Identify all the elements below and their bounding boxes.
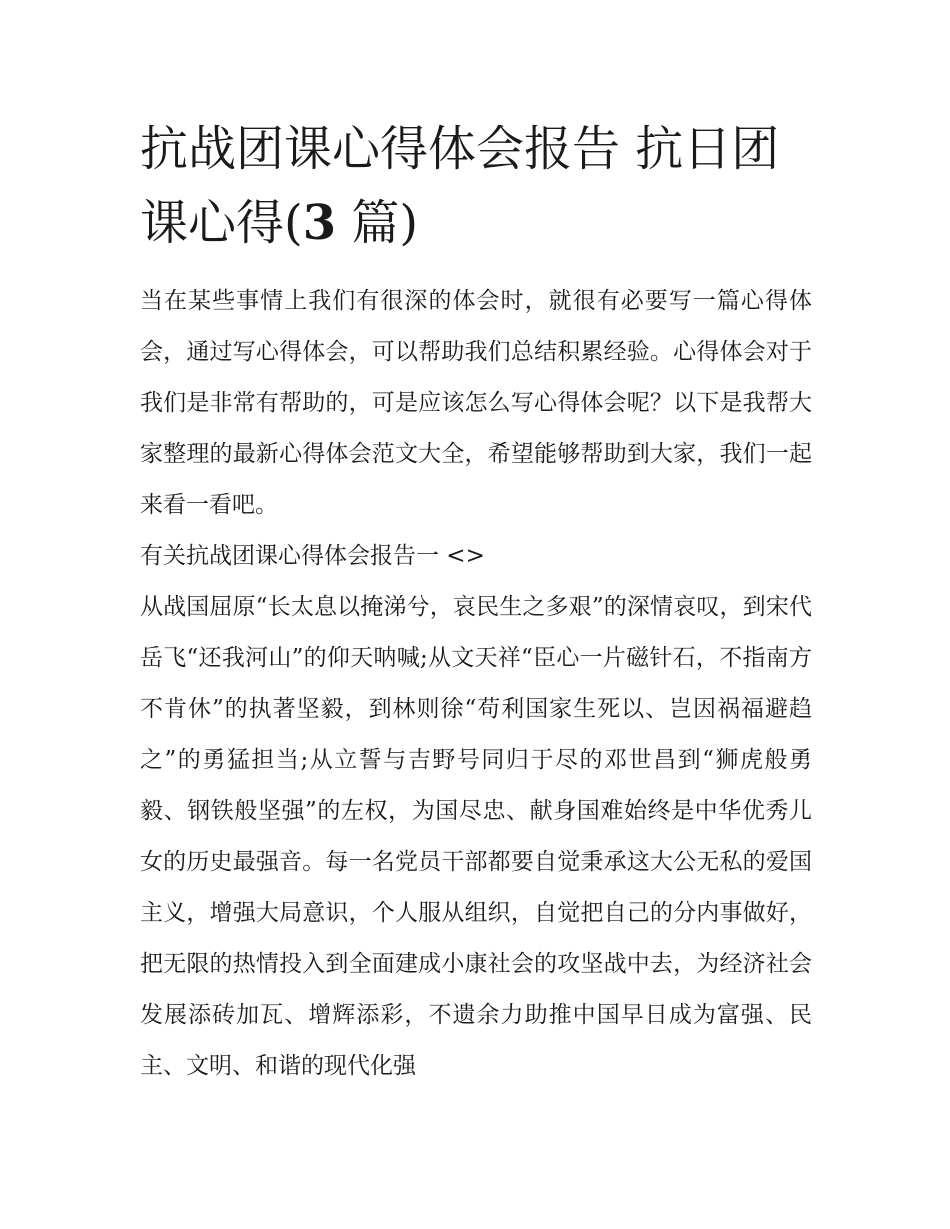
document-title: [140, 112, 812, 260]
section-heading: 有关抗战团课心得体会报告一 <>: [140, 543, 485, 569]
intro-paragraph: 当在某些事情上我们有很深的体会时，就很有必要写一篇心得体会，通过写心得体会，可以帮助我们总结积累经验。心得体会对于我们是非常有帮助的，可是应该怎么写心得体会呢？以下是我帮大家整理的最新心得体会范文大全，希望能够帮助到大家，我们一起来看一看吧。: [140, 288, 812, 518]
document-content: [140, 112, 812, 1092]
title-end: 篇): [336, 195, 419, 251]
section-body-paragraph: 从战国屈原“长太息以掩涕兮，哀民生之多艰”的深情哀叹，到宋代岳飞“还我河山”的仰天呐喊;从文天祥“臣心一片磁针石，不指南方不肯休”的执著坚毅，到林则徐“苟利国家生死以、岂因祸福避趋之”的勇猛担当;从立誓与吉野号同归于尽的邓世昌到“狮虎般勇毅、钢铁般坚强”的左权，为国尽忠、献身国难始终是中华优秀儿女的历史最强音。每一名党员干部都要自觉秉承这大公无私的爱国主义，增强大局意识，个人服从组织，自觉把自己的分内事做好，把无限的热情投入到全面建成小康社会的攻坚战中去，为经济社会发展添砖加瓦、增辉添彩，不遗余力助推中国早日成为富强、民主、文明、和谐的现代化强: [140, 594, 812, 1079]
title-number: 3: [302, 195, 337, 251]
title-main: 抗战团课心得体会报告 抗日团课心得(: [140, 121, 780, 251]
